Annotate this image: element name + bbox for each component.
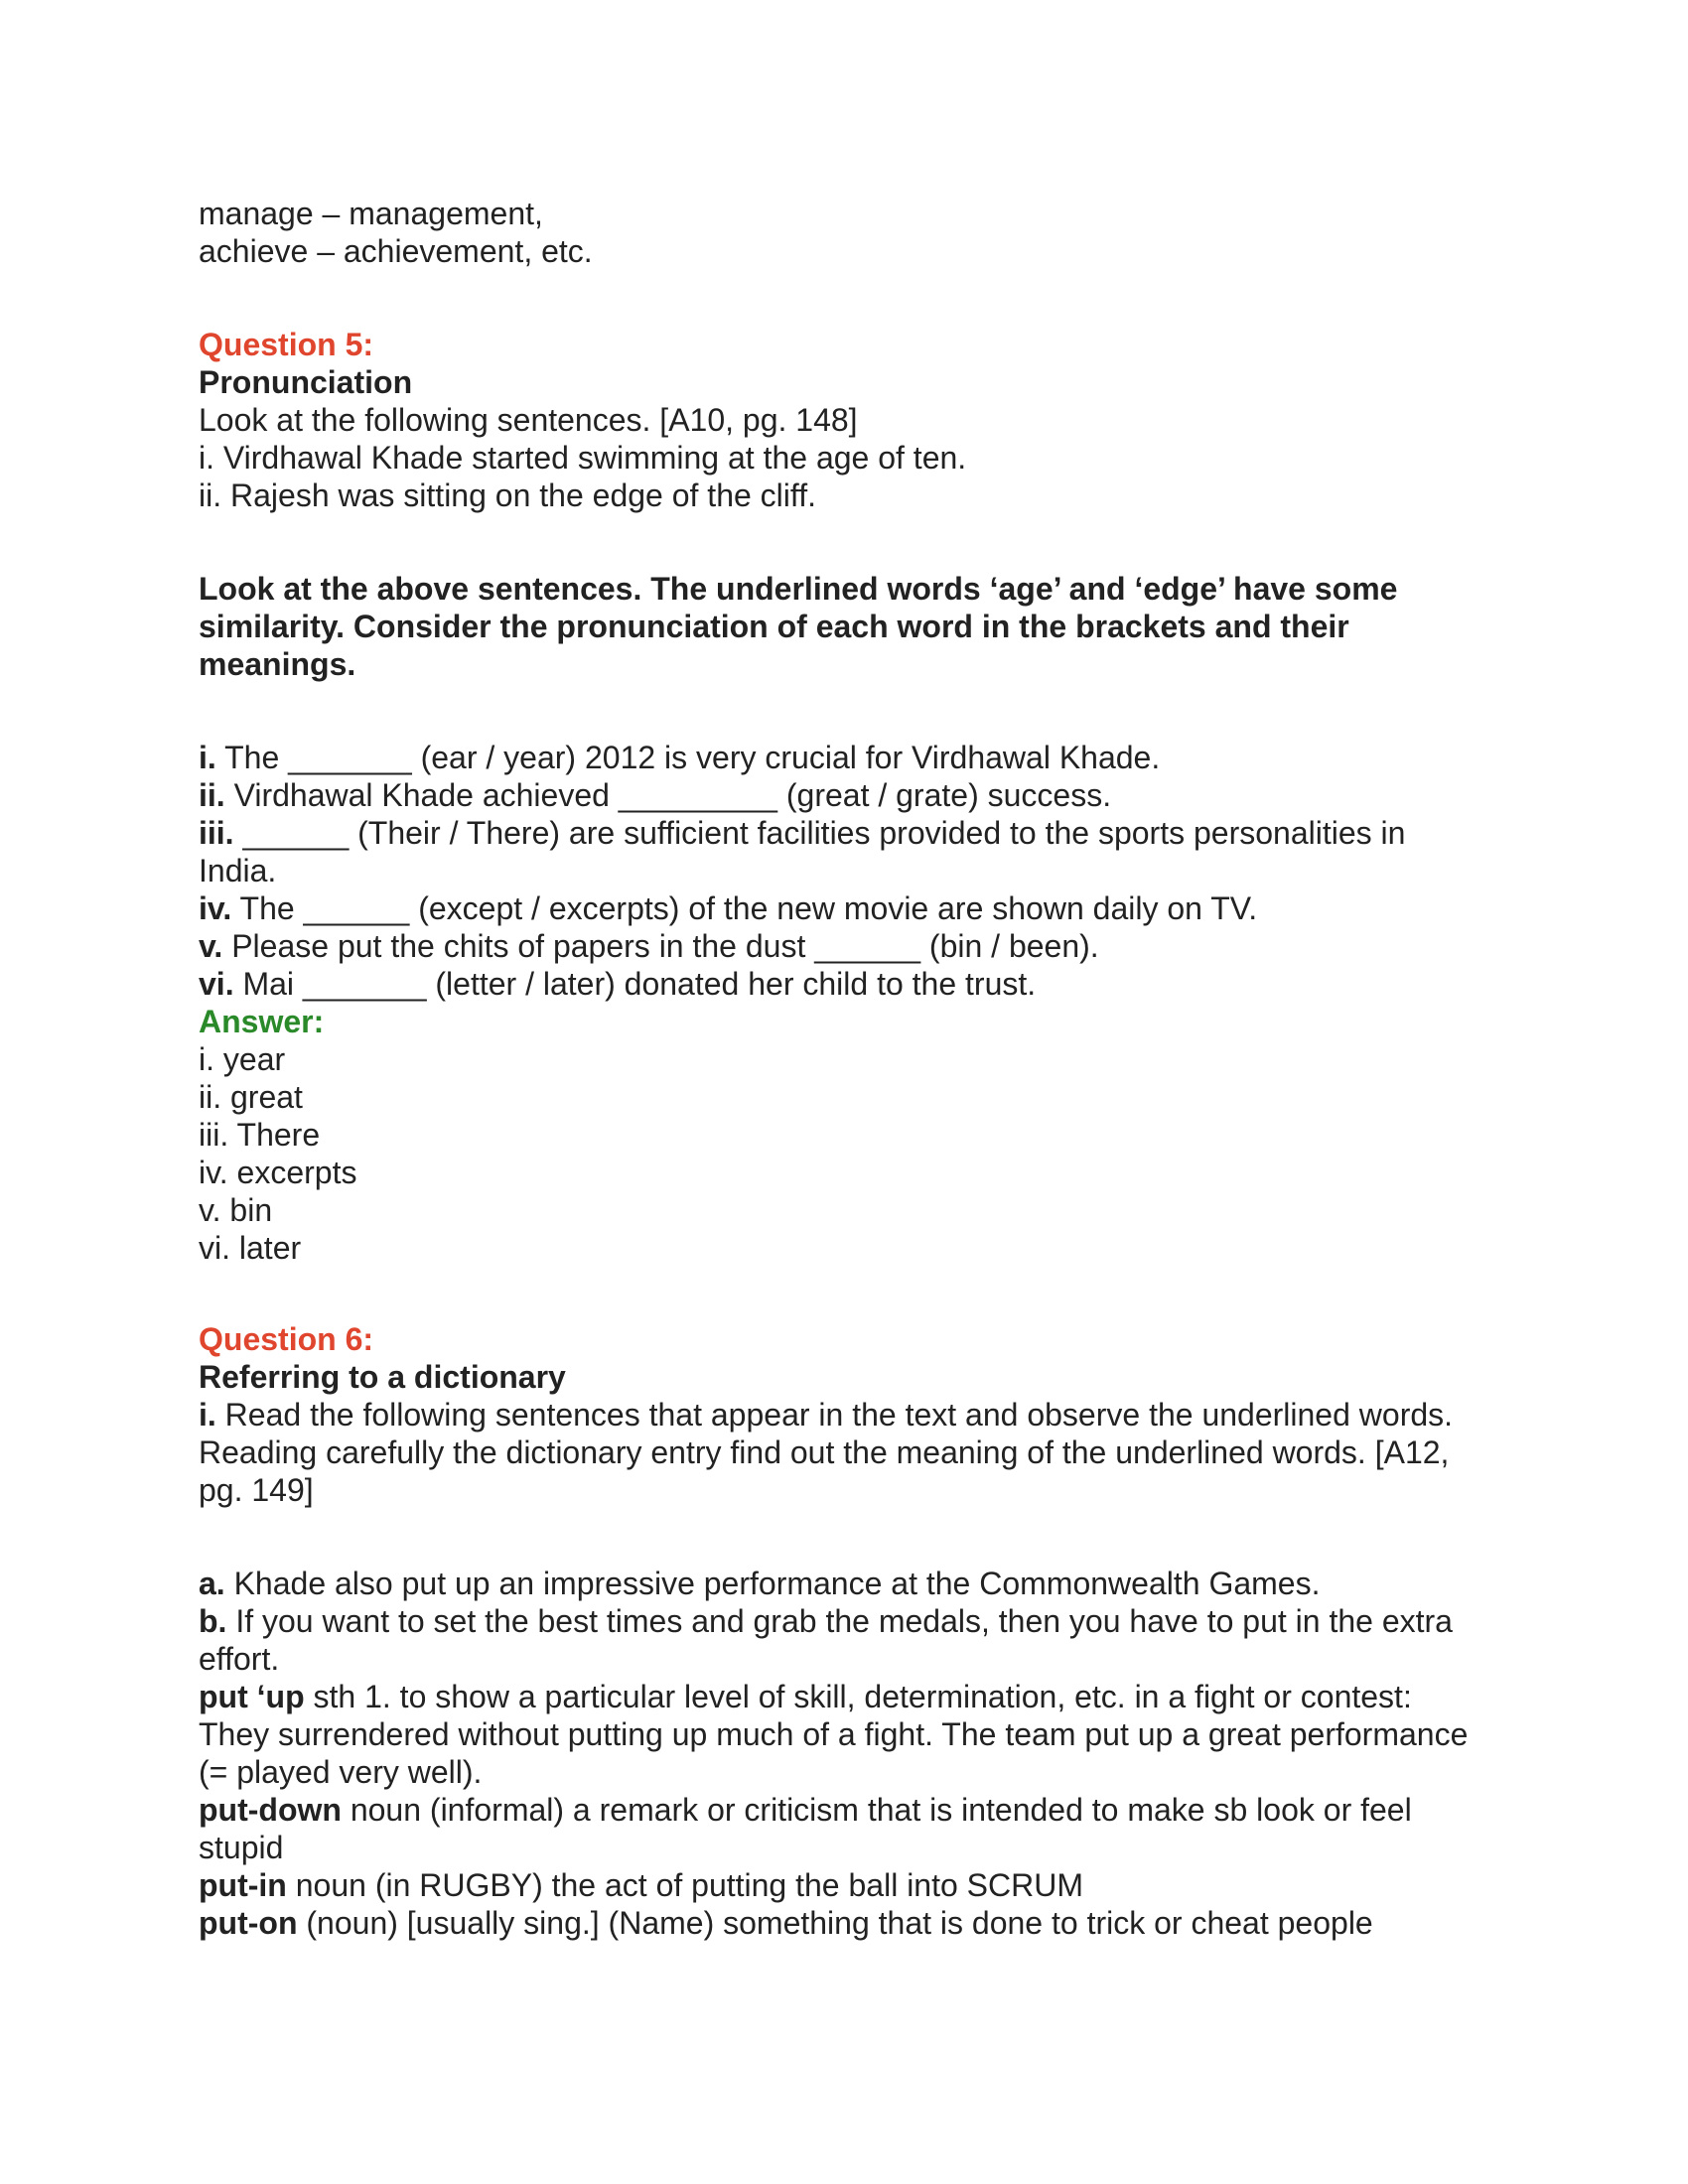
question-5-heading: Question 5: <box>199 327 374 362</box>
sentence-text: Khade also put up an impressive performance at the Commonwealth Games. <box>224 1566 1321 1601</box>
item-text: ______ (Their / There) are sufficient facilities provided to the sports personalities in India. <box>199 815 1406 888</box>
question-6-subheading: Referring to a dictionary <box>199 1359 566 1395</box>
item-number: ii. <box>199 777 225 813</box>
entry-definition: (noun) [usually sing.] (Name) something that is done to trick or cheat people <box>297 1905 1373 1941</box>
answer-item: v. bin <box>199 1192 273 1228</box>
answer-heading: Answer: <box>199 1004 325 1039</box>
question-5-item <box>199 927 1489 965</box>
question-5-intro-line: Look at the following sentences. [A10, pg. 148] <box>199 402 858 438</box>
item-text: The _______ (ear / year) 2012 is very crucial for Virdhawal Khade. <box>215 740 1161 775</box>
question-6-section <box>199 1320 1489 1942</box>
sentence-letter: b. <box>199 1603 227 1639</box>
dictionary-entry <box>199 1678 1489 1791</box>
answer-item: vi. later <box>199 1230 302 1266</box>
entry-definition: sth 1. to show a particular level of skill, determination, etc. in a fight or contest: They surrendered without putting up much of a fight. The team put up a great performance (= played very well). <box>199 1679 1469 1790</box>
document-page <box>199 195 1489 1942</box>
question-5-item <box>199 965 1489 1003</box>
entry-term: put-on <box>199 1905 298 1941</box>
dictionary-entry <box>199 1791 1489 1866</box>
item-number: iv. <box>199 890 232 926</box>
sentence-text: If you want to set the best times and grab the medals, then you have to put in the extra effort. <box>199 1603 1453 1677</box>
sentence-letter: a. <box>199 1566 225 1601</box>
item-number: v. <box>199 928 223 964</box>
entry-term: put-in <box>199 1867 287 1903</box>
item-text: Mai _______ (letter / later) donated her child to the trust. <box>233 966 1037 1002</box>
entry-definition: noun (in RUGBY) the act of putting the ball into SCRUM <box>286 1867 1083 1903</box>
example-sentence <box>199 1565 1489 1602</box>
entry-term: put ‘up <box>199 1679 305 1714</box>
question-5-instruction: Look at the above sentences. The underlined words ‘age’ and ‘edge’ have some similarity. Consider the pronunciation of each word in the brackets and their meanings. <box>199 571 1398 682</box>
question-5-subheading: Pronunciation <box>199 364 413 400</box>
answer-item: iii. There <box>199 1117 321 1153</box>
question-6-intro <box>199 1396 1489 1509</box>
answer-item: ii. great <box>199 1079 303 1115</box>
item-text: Virdhawal Khade achieved _________ (great / grate) success. <box>224 777 1112 813</box>
intro-text: Read the following sentences that appear in the text and observe the underlined words. Reading carefully the dictionary entry find out the meaning of the underlined words. [A12, pg. 149] <box>199 1397 1454 1508</box>
item-number: i. <box>199 740 216 775</box>
answer-item: iv. excerpts <box>199 1155 357 1190</box>
item-text: Please put the chits of papers in the dust ______ (bin / been). <box>222 928 1099 964</box>
entry-definition: noun (informal) a remark or criticism that is intended to make sb look or feel stupid <box>199 1792 1412 1865</box>
question-5-item <box>199 776 1489 814</box>
intro-number: i. <box>199 1397 216 1433</box>
question-5-section <box>199 326 1489 1267</box>
item-number: iii. <box>199 815 234 851</box>
answer-item: i. year <box>199 1041 286 1077</box>
example-sentence <box>199 1602 1489 1678</box>
item-text: The ______ (except / excerpts) of the new movie are shown daily on TV. <box>231 890 1258 926</box>
entry-term: put-down <box>199 1792 342 1828</box>
intro-line-2: achieve – achievement, etc. <box>199 233 593 269</box>
question-5-example-2: ii. Rajesh was sitting on the edge of the cliff. <box>199 478 816 513</box>
question-5-example-1: i. Virdhawal Khade started swimming at the age of ten. <box>199 440 967 476</box>
question-5-item <box>199 814 1489 889</box>
question-5-item <box>199 739 1489 776</box>
question-5-item <box>199 889 1489 927</box>
intro-line-1: manage – management, <box>199 196 543 231</box>
dictionary-entry <box>199 1904 1489 1942</box>
intro-section <box>199 195 1489 270</box>
dictionary-entry <box>199 1866 1489 1904</box>
item-number: vi. <box>199 966 234 1002</box>
question-6-heading: Question 6: <box>199 1321 374 1357</box>
